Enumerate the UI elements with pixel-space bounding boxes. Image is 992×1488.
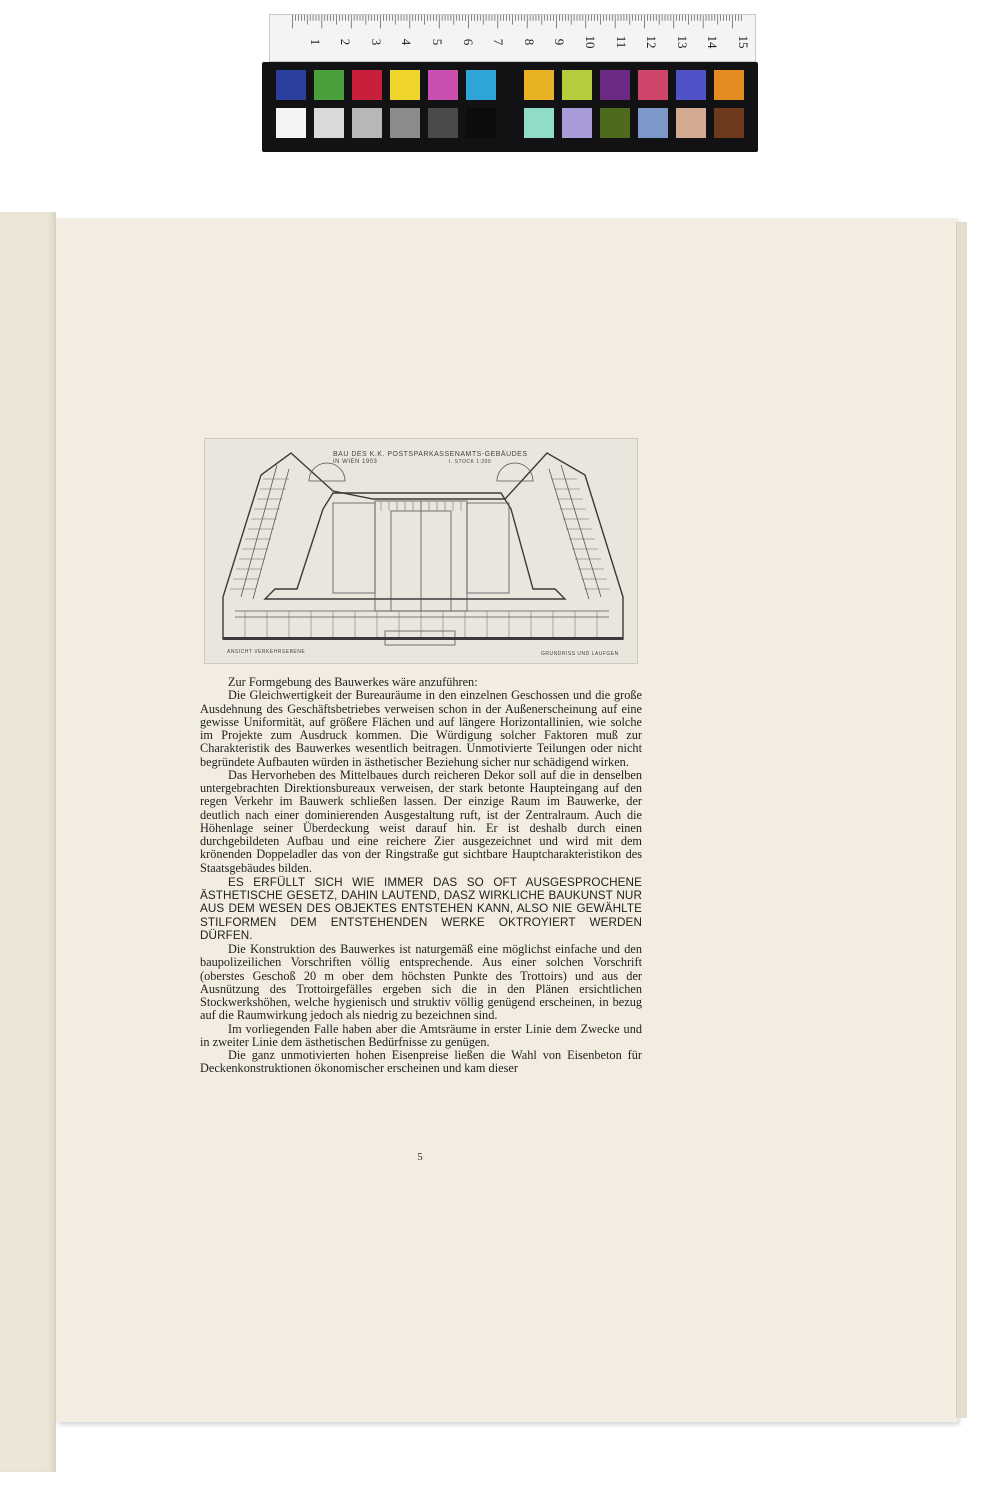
color-patch (352, 108, 382, 138)
ruler-number: 13 (674, 35, 690, 49)
paragraph-construction: Die Konstruktion des Bauwerkes ist naturgemäß eine möglichst einfache und den baupolizeilichen Vorschriften völlig entsprechende. Aus einer solchen Vorschrift (oberstes Geschoß 20 m ober dem höchsten Punkte des Trottoirs) und aus der Ausnützung des Trottoirgefälles ergeben sich die in den Plänen ersichtlichen Stockwerkshöhen, welche hygienisch und struktiv völlig genügend erscheinen, in bezug auf die Raumwirkung jedoch als niedrig zu bezeichnen sind. (200, 942, 642, 1023)
floor-plan-drawing (205, 439, 637, 663)
color-patch (714, 70, 744, 100)
ruler-number: 10 (583, 35, 598, 49)
ruler-number: 4 (399, 38, 415, 46)
color-patch (428, 108, 458, 138)
ruler-number: 15 (736, 35, 751, 49)
paragraph-aesthetic-law: ES ERFÜLLT SICH WIE IMMER DAS SO OFT AUSGESPROCHENE ÄSTHETISCHE GESETZ, DAHIN LAUTEND, DASZ WIRKLICHE BAUKUNST NUR AUS DEM WESEN DES OBJEKTES ENTSTEHEN KANN, ALSO NIE GEWÄHLTE STILFORMEN DEM ENTSTEHENDEN WERKE OKTROYIERT WERDEN DÜRFEN. (200, 875, 642, 942)
paragraph-intro: Zur Formgebung des Bauwerkes wäre anzuführen: (228, 675, 478, 689)
ruler-number: 9 (552, 38, 568, 46)
page-number: 5 (417, 1151, 423, 1163)
color-patch (638, 108, 668, 138)
color-patch (524, 70, 554, 100)
color-patch (314, 108, 344, 138)
plan-footer-left: ANSICHT VERKEHRSEBENE (227, 649, 306, 655)
paragraph-purpose: Im vorliegenden Falle haben aber die Amtsräume in erster Linie dem Zwecke und in zweiter Linie dem ästhetischen Bedürfnisse zu genügen. (200, 1021, 642, 1049)
ruler-number: 6 (460, 38, 476, 46)
color-patch (562, 70, 592, 100)
color-patch (600, 70, 630, 100)
ruler-number: 12 (644, 35, 660, 49)
ruler-number: 1 (307, 38, 323, 46)
color-patch (276, 70, 306, 100)
color-patch (352, 70, 382, 100)
paragraph-iron-prices: Die ganz unmotivierten hohen Eisenpreise ließen die Wahl von Eisenbeton für Deckenkonstruktionen ökonomischer erscheinen und kam dieser (200, 1048, 642, 1076)
paragraph-uniformity: Die Gleichwertigkeit der Bureauräume in den einzelnen Geschossen und die große Ausdehnung des Geschäftsbetriebes verweisen schon in der Außenerscheinung auf eine gewisse Uniformität, auf größere Flächen und auf längere Horizontallinien, wie solche im Projekte zum Ausdruck kommen. Die Würdigung solcher Faktoren muß zur Charakteristik des Bauwerkes wesentlich beitragen. Unmotivierte Teilungen oder nicht begründete Aufbauten würden in ästhetischer Beziehung sicher nur schädigend wirken. (200, 688, 642, 769)
plan-subtitle-left: IN WIEN 1903 (333, 459, 378, 465)
color-patch (524, 108, 554, 138)
color-patch (390, 108, 420, 138)
color-patch (276, 108, 306, 138)
body-text (200, 676, 642, 1076)
ruler-number: 11 (613, 35, 629, 49)
plan-subtitle-right: I. STOCK 1:200 (449, 459, 492, 465)
color-patch (600, 108, 630, 138)
ruler-number: 2 (338, 38, 354, 46)
measurement-ruler (269, 14, 756, 62)
color-patch (714, 108, 744, 138)
ruler-number: 7 (491, 38, 507, 46)
color-patch (466, 108, 496, 138)
page-stack-edge (956, 222, 967, 1418)
color-patch (314, 70, 344, 100)
color-patch (676, 70, 706, 100)
ruler-number: 3 (368, 38, 384, 46)
ruler-number: 14 (705, 35, 721, 49)
color-patch (638, 70, 668, 100)
color-patch (428, 70, 458, 100)
plan-footer-right: GRUNDRISS UND LAUFGEN (541, 651, 619, 657)
color-patch (562, 108, 592, 138)
color-patch (676, 108, 706, 138)
floor-plan-illustration (204, 438, 638, 664)
color-patch (390, 70, 420, 100)
facing-page-edge (0, 212, 56, 1472)
ruler-number: 5 (430, 38, 445, 46)
color-patch (466, 70, 496, 100)
paragraph-central-building: Das Hervorheben des Mittelbaues durch reicheren Dekor soll auf die in denselben untergebrachten Direktionsbureaux verweisen, der stark betonte Haupteingang auf den regen Verkehr im Bauwerk schließen lassen. Der einzige Raum im Bauwerke, der deutlich nach einer dominierenden Ausgestaltung ruft, ist der Zentralraum. Auch die Höhenlage seiner Überdeckung weist darauf hin. Er ist deshalb durch einen durchgebildeten Aufbau und eine reichere Zier ausgezeichnet und wird mit dem krönenden Doppeladler das von der Ringstraße gut sichtbare Hauptcharakteristikon des Staatsgebäudes bilden. (200, 767, 642, 875)
color-calibration-target (262, 62, 758, 152)
ruler-number: 8 (521, 38, 537, 46)
plan-title: BAU DES K.K. POSTSPARKASSENAMTS-GEBÄUDES (333, 451, 528, 458)
